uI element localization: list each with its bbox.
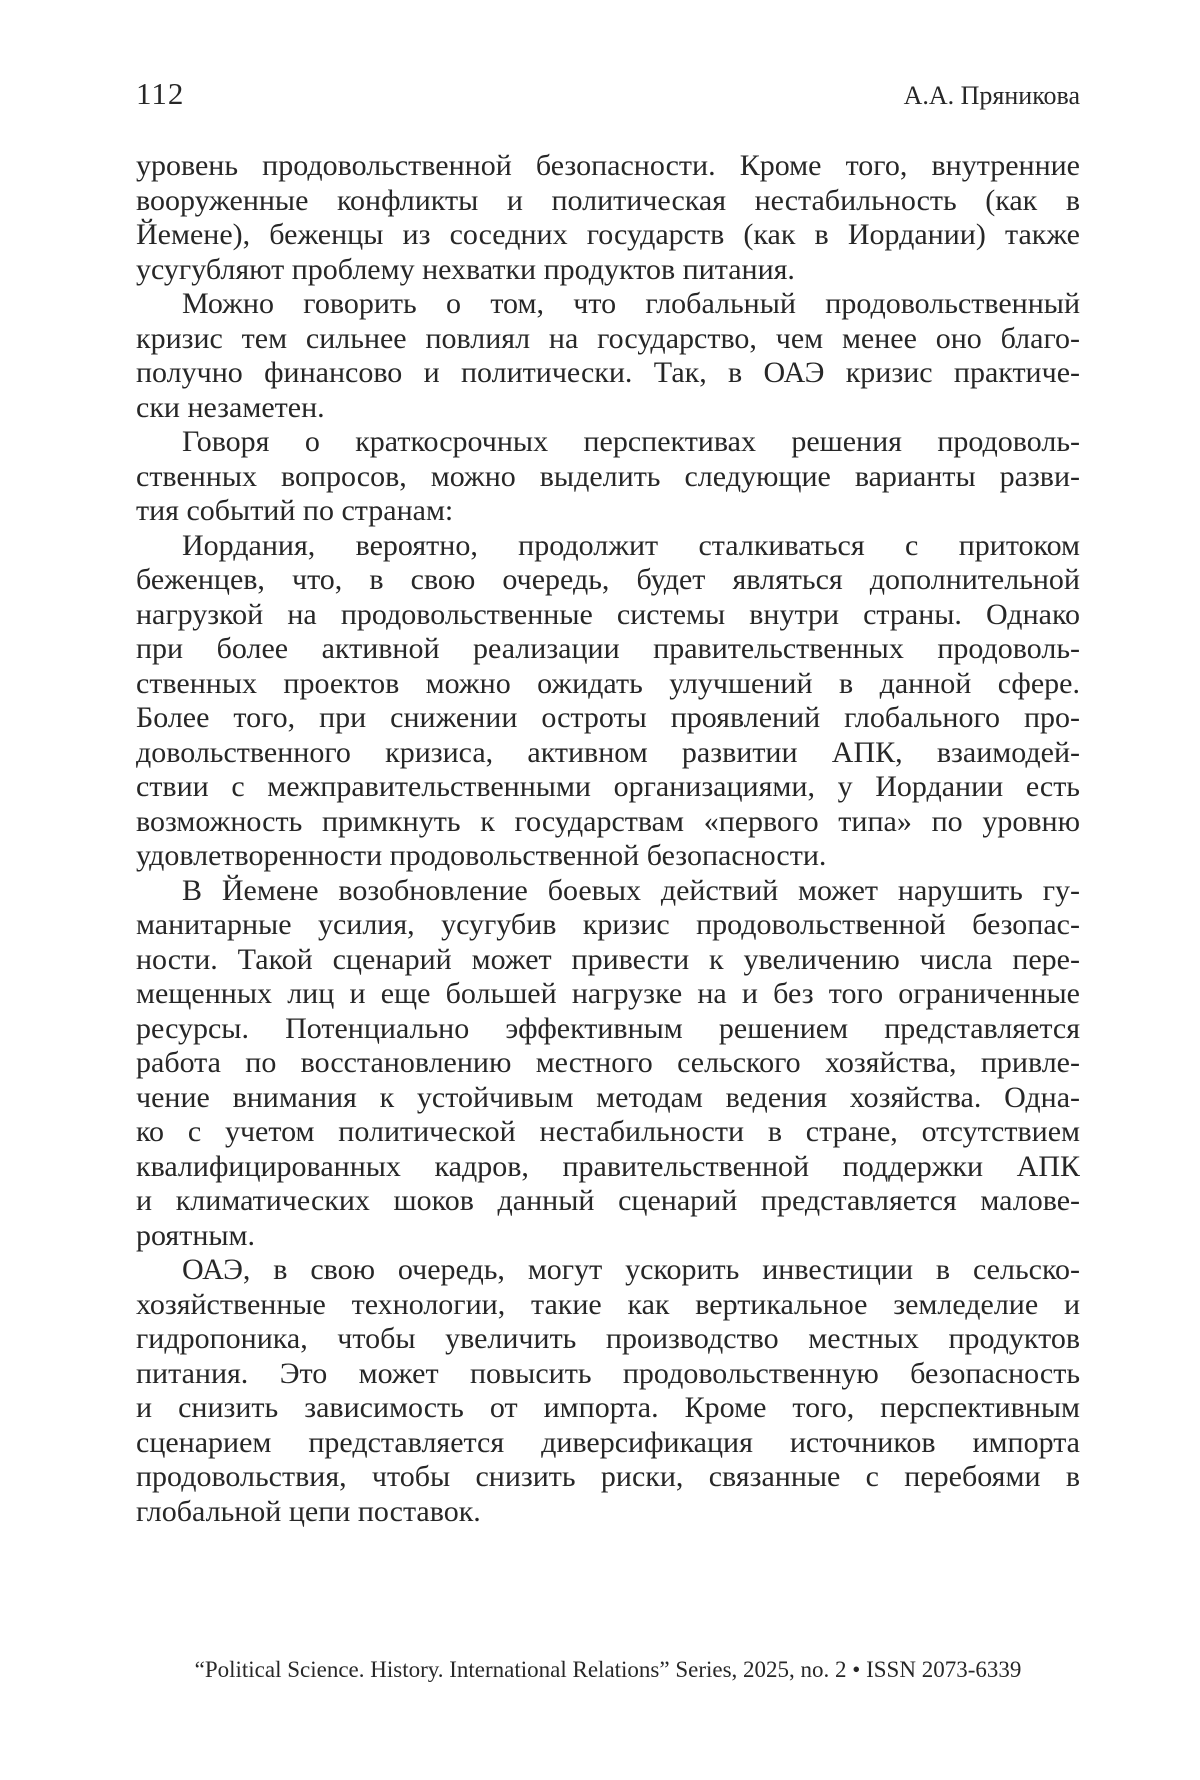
article-body [136,149,1080,1529]
text-line: ко с учетом политической нестабильности в стране, отсутствием [136,1115,1080,1148]
text-line: роятным. [136,1218,256,1252]
page-header [136,76,1080,112]
text-line: работа по восстановлению местного сельского хозяйства, привле- [136,1046,1080,1079]
text-line: вооруженные конфликты и политическая нестабильность (как в [136,183,1080,217]
page-number: 112 [136,76,185,111]
page-footer [136,1655,1080,1685]
text-line: чение внимания к устойчивым методам ведения хозяйства. Одна- [136,1080,1080,1114]
text-line: уровень продовольственной безопасности. Кроме того, внутренние [136,149,1080,182]
text-line: и климатических шоков данный сценарий представляется малове- [136,1184,1080,1217]
paragraph [136,529,1080,874]
text-line: ственных проектов можно ожидать улучшений в данной сфере. [136,666,1080,700]
text-line: беженцев, что, в свою очередь, будет являться дополнительной [136,563,1080,596]
text-line: ОАЭ, в свою очередь, могут ускорить инвестиции в сельско- [182,1253,1080,1286]
text-line: питания. Это может повысить продовольственную безопасность [136,1356,1080,1390]
text-line: продовольствия, чтобы снизить риски, связанные с перебоями в [136,1460,1080,1493]
text-line: нагрузкой на продовольственные системы внутри страны. Однако [136,597,1080,631]
text-line: ности. Такой сценарий может привести к увеличению числа пере- [136,942,1080,976]
text-line: ресурсы. Потенциально эффективным решением представляется [136,1011,1080,1045]
text-line: ски незаметен. [136,390,325,424]
text-line: при более активной реализации правительственных продоволь- [136,632,1080,665]
text-line: удовлетворенности продовольственной безопасности. [136,839,827,872]
journal-issue-issn-line: “Political Science. History. International Relations” Series, 2025, no. 2 • ISSN 2073-6339 [194,1657,1022,1682]
paragraph [136,874,1080,1254]
text-line: ственных вопросов, можно выделить следующие варианты разви- [136,459,1080,493]
text-line: В Йемене возобновление боевых действий может нарушить гу- [182,873,1080,907]
paragraph [136,287,1080,425]
paragraph [136,149,1080,287]
text-line: Более того, при снижении остроты проявлений глобального про- [136,701,1080,734]
paragraph [136,425,1080,529]
text-line: усугубляют проблему нехватки продуктов питания. [136,252,795,286]
text-line: получно финансово и политически. Так, в ОАЭ кризис практиче- [136,356,1080,389]
running-head-author: А.А. Пряникова [903,81,1080,110]
text-line: довольственного кризиса, активном развитии АПК, взаимодей- [136,735,1080,769]
text-line: манитарные усилия, усугубив кризис продовольственной безопас- [136,908,1080,941]
text-line: глобальной цепи поставок. [136,1494,481,1528]
text-line: ствии с межправительственными организациями, у Иордании есть [136,770,1080,803]
paragraph [136,1253,1080,1529]
text-line: мещенных лиц и еще большей нагрузке на и без того ограниченные [136,977,1080,1010]
text-line: Можно говорить о том, что глобальный продовольственный [182,287,1080,320]
text-line: Иордания, вероятно, продолжит сталкиваться с притоком [182,528,1080,562]
text-line: возможность примкнуть к государствам «первого типа» по уровню [136,804,1080,838]
text-line: Йемене), беженцы из соседних государств (как в Иордании) также [136,218,1080,251]
text-line: и снизить зависимость от импорта. Кроме того, перспективным [136,1391,1080,1424]
text-line: сценарием представляется диверсификация источников импорта [136,1425,1080,1459]
text-line: тия событий по странам: [136,494,454,527]
text-line: гидропоника, чтобы увеличить производство местных продуктов [136,1322,1080,1355]
text-line: кризис тем сильнее повлиял на государство, чем менее оно благо- [136,321,1080,355]
text-line: квалифицированных кадров, правительственной поддержки АПК [136,1149,1080,1183]
text-line: Говоря о краткосрочных перспективах решения продоволь- [182,425,1080,458]
text-line: хозяйственные технологии, такие как вертикальное земледелие и [136,1287,1080,1321]
